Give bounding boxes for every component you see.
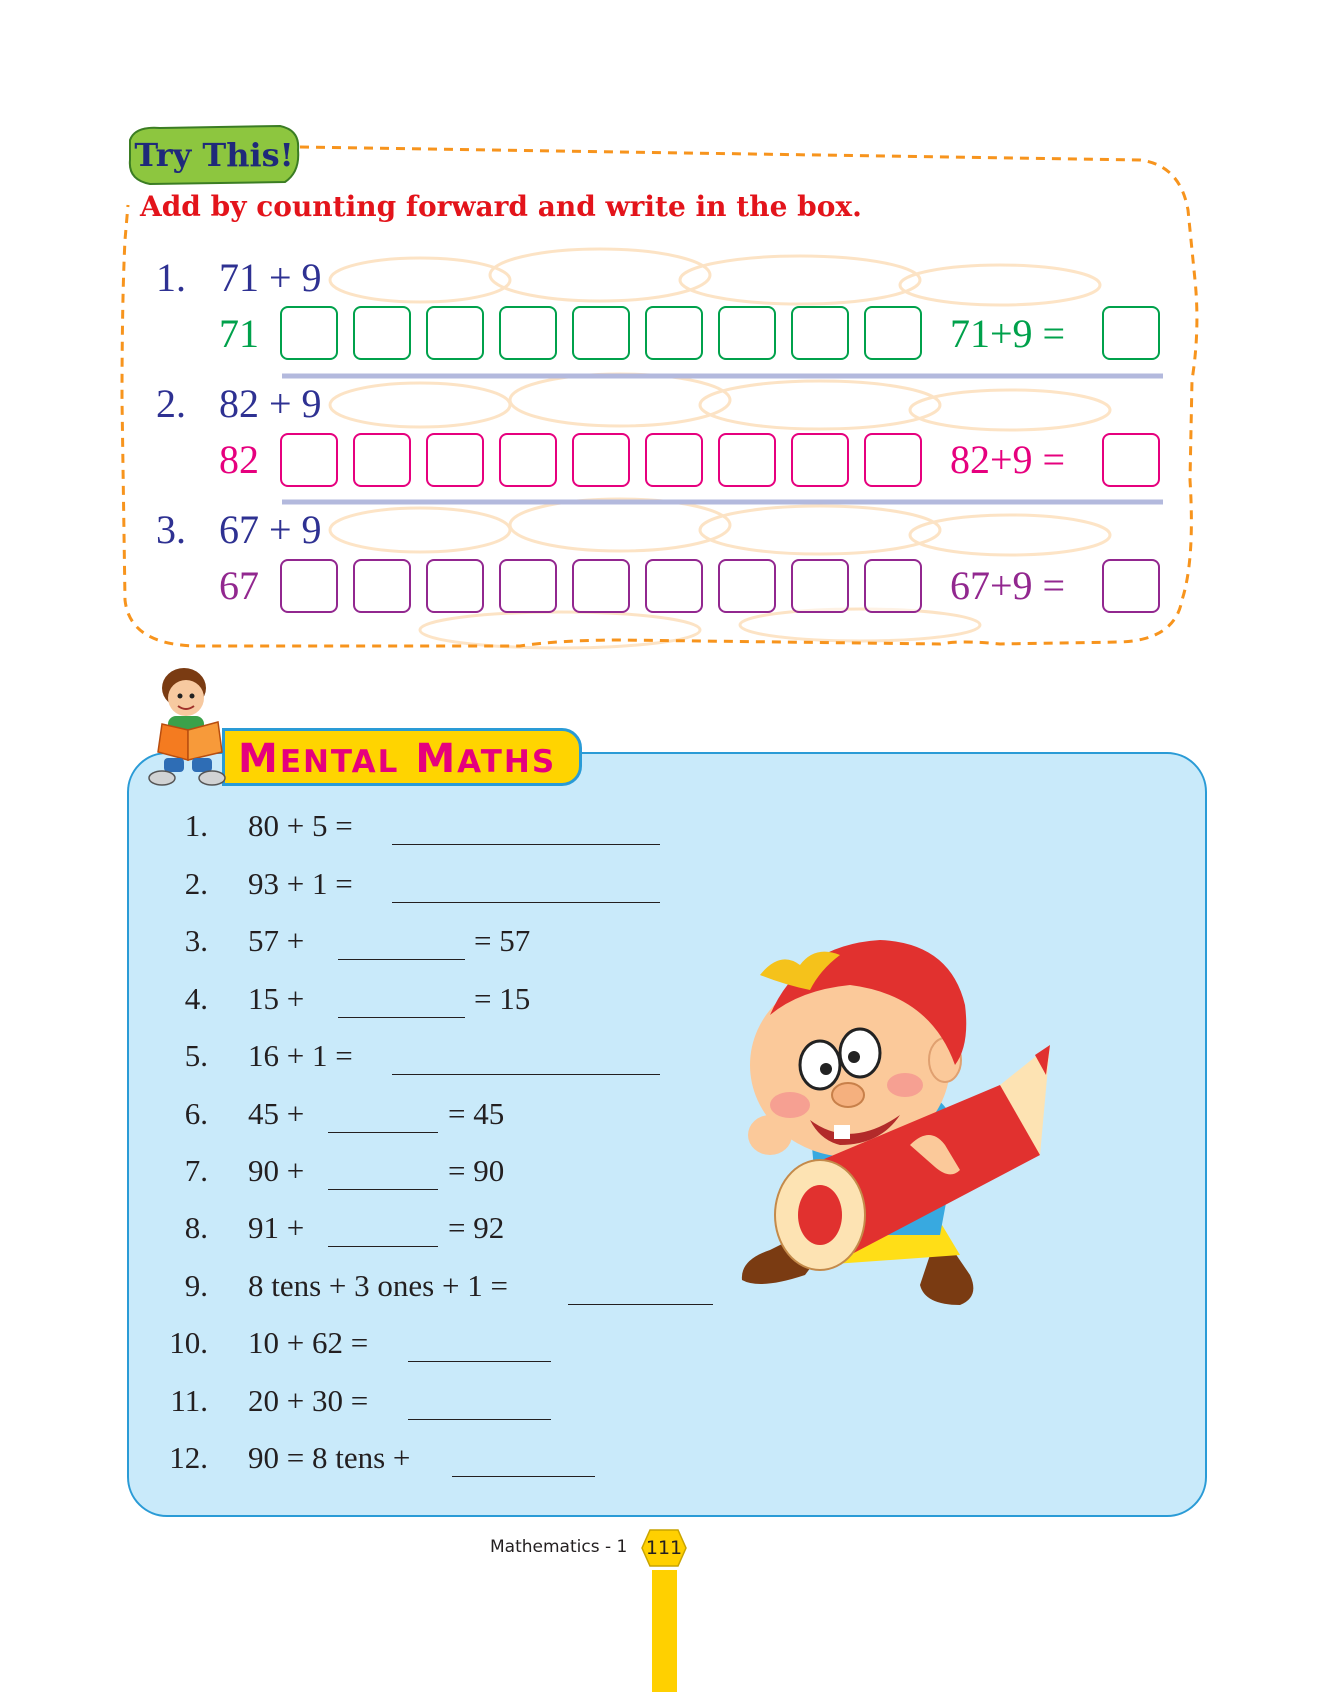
answer-box[interactable] [499, 306, 557, 360]
answer-blank[interactable] [392, 1044, 660, 1075]
question-number: 11. [170, 1383, 208, 1418]
answer-blank[interactable] [568, 1274, 713, 1305]
question-result: = 45 [448, 1096, 505, 1131]
answer-box[interactable] [280, 559, 338, 613]
question-number: 2. [184, 866, 208, 901]
answer-blank[interactable] [338, 929, 465, 960]
footer-subject: Mathematics - 1 [490, 1537, 628, 1557]
question-text: 91 + [248, 1210, 305, 1245]
answer-box[interactable] [353, 559, 411, 613]
question-result: = 90 [448, 1153, 505, 1188]
page-tab-marker [652, 1570, 677, 1692]
problem-expression: 82 + 9 [219, 381, 322, 426]
answer-blank[interactable] [452, 1446, 595, 1477]
title-word: ENTAL [279, 744, 400, 780]
question-number: 3. [184, 923, 208, 958]
question-number: 1. [184, 808, 208, 843]
answer-blank[interactable] [408, 1331, 551, 1362]
pencil-boy-illustration [730, 935, 1120, 1335]
answer-box[interactable] [572, 433, 630, 487]
answer-blank[interactable] [408, 1389, 551, 1420]
answer-box[interactable] [572, 559, 630, 613]
problem-number: 2. [156, 381, 186, 426]
row-start-number: 67 [219, 563, 259, 608]
question-text: 10 + 62 = [248, 1325, 369, 1360]
question-text: 90 = 8 tens + [248, 1440, 411, 1475]
result-box[interactable] [1102, 433, 1160, 487]
title-letter: M [238, 736, 280, 782]
question-result: = 92 [448, 1210, 505, 1245]
answer-box[interactable] [864, 306, 922, 360]
question-number: 8. [184, 1210, 208, 1245]
answer-blank[interactable] [392, 814, 660, 845]
answer-box[interactable] [280, 306, 338, 360]
answer-box[interactable] [499, 559, 557, 613]
answer-box[interactable] [864, 559, 922, 613]
row-start-number: 82 [219, 437, 259, 482]
answer-box[interactable] [791, 306, 849, 360]
question-text: 80 + 5 = [248, 808, 353, 843]
question-text: 90 + [248, 1153, 305, 1188]
answer-box[interactable] [426, 433, 484, 487]
question-text: 15 + [248, 981, 305, 1016]
answer-blank[interactable] [328, 1159, 438, 1190]
answer-box[interactable] [718, 559, 776, 613]
title-letter: M [415, 736, 458, 782]
answer-box[interactable] [864, 433, 922, 487]
instruction-text: Add by counting forward and write in the box. [140, 190, 862, 223]
answer-box[interactable] [645, 306, 703, 360]
question-text: 8 tens + 3 ones + 1 = [248, 1268, 508, 1303]
answer-blank[interactable] [328, 1216, 438, 1247]
question-text: 57 + [248, 923, 305, 958]
answer-box[interactable] [280, 433, 338, 487]
problem-expression: 71 + 9 [219, 255, 322, 300]
result-box[interactable] [1102, 306, 1160, 360]
answer-box[interactable] [426, 306, 484, 360]
question-number: 9. [184, 1268, 208, 1303]
row-start-number: 71 [219, 311, 259, 356]
question-text: 20 + 30 = [248, 1383, 369, 1418]
problem-number: 1. [156, 255, 186, 300]
answer-box[interactable] [353, 433, 411, 487]
answer-box[interactable] [499, 433, 557, 487]
answer-box[interactable] [718, 306, 776, 360]
question-result: = 15 [474, 981, 531, 1016]
result-label: 71+9 = [950, 311, 1066, 356]
page-number: 111 [645, 1537, 683, 1559]
question-text: 93 + 1 = [248, 866, 353, 901]
answer-box[interactable] [426, 559, 484, 613]
result-label: 67+9 = [950, 563, 1066, 608]
mental-maths-title [238, 728, 556, 786]
result-box[interactable] [1102, 559, 1160, 613]
question-number: 5. [184, 1038, 208, 1073]
problem-expression: 67 + 9 [219, 507, 322, 552]
answer-box[interactable] [353, 306, 411, 360]
answer-box[interactable] [791, 559, 849, 613]
answer-box[interactable] [791, 433, 849, 487]
result-label: 82+9 = [950, 437, 1066, 482]
reading-boy-illustration [142, 664, 237, 790]
answer-box[interactable] [718, 433, 776, 487]
answer-blank[interactable] [392, 872, 660, 903]
answer-blank[interactable] [338, 987, 465, 1018]
title-word: ATHS [457, 744, 557, 780]
question-number: 6. [184, 1096, 208, 1131]
question-number: 12. [169, 1440, 208, 1475]
question-result: = 57 [474, 923, 531, 958]
answer-blank[interactable] [328, 1102, 438, 1133]
answer-box[interactable] [645, 433, 703, 487]
question-text: 16 + 1 = [248, 1038, 353, 1073]
try-this-badge: Try This! [134, 136, 294, 174]
question-number: 10. [169, 1325, 208, 1360]
answer-box[interactable] [572, 306, 630, 360]
question-number: 7. [184, 1153, 208, 1188]
question-number: 4. [184, 981, 208, 1016]
question-text: 45 + [248, 1096, 305, 1131]
problem-number: 3. [156, 507, 186, 552]
answer-box[interactable] [645, 559, 703, 613]
